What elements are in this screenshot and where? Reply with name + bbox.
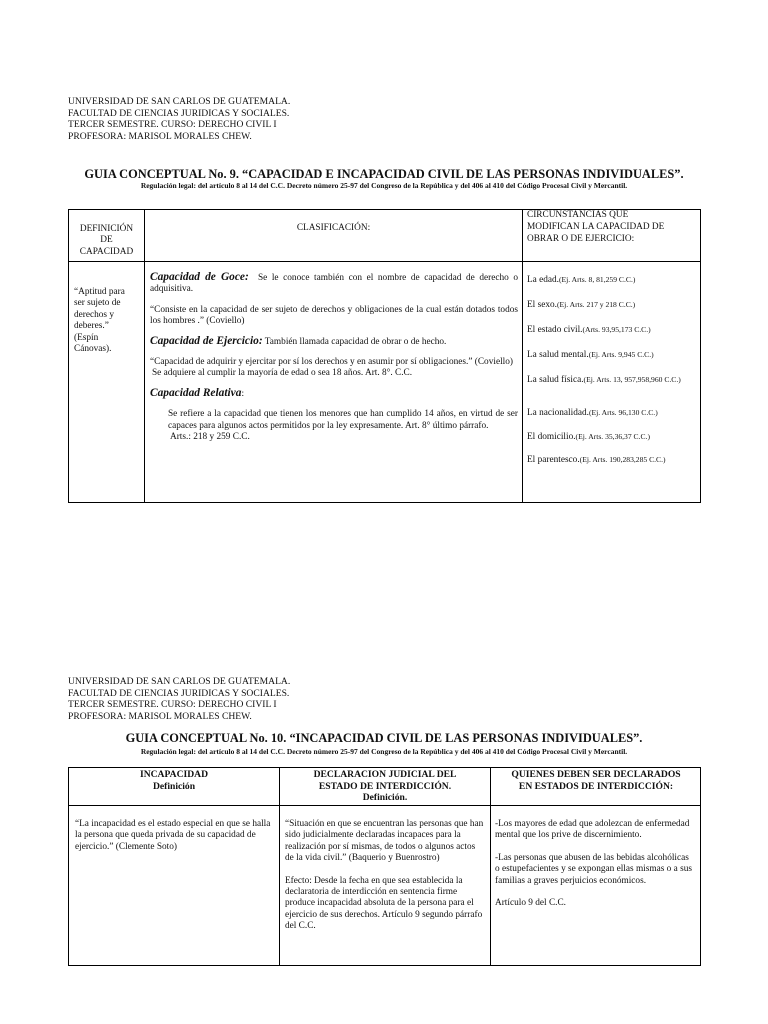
- quienes-item-2: -Las personas que abusen de las bebidas alcohólicas o estupefacientes y se expongan ellas mismas o a sus familias a graves perjuicios económicos.: [495, 852, 692, 886]
- ejercicio-quote: “Capacidad de adquirir y ejercitar por sí los derechos y en asumir por sí obligaciones.” (Coviello): [150, 357, 513, 368]
- guide10-table: [68, 767, 701, 966]
- col-header-quienes: QUIENES DEBEN SER DECLARADOS EN ESTADOS DE INTERDICCIÓN:: [511, 769, 681, 792]
- declaracion-efecto: Efecto: Desde la fecha en que sea establecida la declaratoria de interdicción en sentencia firme produce incapacidad absoluta de la persona para el ejercicio de sus derechos. Artículo 9 segundo párrafo del C.C.: [285, 875, 483, 932]
- university-line: UNIVERSIDAD DE SAN CARLOS DE GUATEMALA.: [68, 676, 291, 687]
- relativa-arts: Arts.: 218 y 259 C.C.: [170, 432, 250, 443]
- col-header-declaracion: DECLARACION JUDICIAL DEL ESTADO DE INTERDICCIÓN. Definición.: [313, 769, 457, 804]
- list-item: La salud física.(Ej. Arts. 13, 957,958,960 C.C.): [527, 375, 681, 385]
- declaracion-text: [285, 819, 485, 933]
- guide9-regulation: Regulación legal: del artículo 8 al 14 del C.C. Decreto número 25-97 del Congreso de la República y del 406 al 410 del Código Procesal Civil y Mercantil.: [140, 181, 628, 190]
- relativa-text: Se refiere a la capacidad que tienen los menores que han cumplido 14 años, en virtud de ser capaces para algunos actos permitidos por la ley expresamente. Art. 8° último párrafo.: [168, 409, 518, 431]
- professor-line: PROFESORA: MARISOL MORALES CHEW.: [68, 130, 252, 142]
- goce-quote: “Consiste en la capacidad de ser sujeto de derechos y obligaciones de la cual están dotados todos los hombres .” (Coviello): [150, 304, 518, 327]
- list-item: La edad.(Ej. Arts. 8, 81,259 C.C.): [527, 275, 636, 285]
- declaracion-quote: “Situación en que se encuentran las personas que han sido judicialmente declaradas incapaces para la realización por sí mismas, de todos o algunos actos de la vida civil.” (Baquerio y Buenrostro): [285, 819, 484, 864]
- col-header-definicion: DEFINICIÓN DE CAPACIDAD: [79, 224, 134, 257]
- relativa-title: Capacidad Relativa: [150, 386, 242, 399]
- faculty-line: FACULTAD DE CIENCIAS JURIDICAS Y SOCIALES.: [68, 687, 290, 699]
- guide9-header: [68, 96, 290, 142]
- col-header-incapacidad: INCAPACIDAD Definición: [139, 769, 209, 792]
- list-item: El estado civil.(Arts. 93,95,173 C.C.): [527, 325, 651, 335]
- definicion-text: “Aptitud para ser sujeto de derechos y deberes.” (Espín Cánovas).: [74, 287, 125, 355]
- col-header-clasificacion: CLASIFICACIÓN:: [296, 223, 371, 233]
- guide10-header: [68, 676, 290, 722]
- list-item: La salud mental.(Ej. Arts. 9,945 C.C.): [527, 350, 654, 360]
- circunstancias-list: [527, 274, 699, 466]
- course-line: TERCER SEMESTRE. CURSO: DERECHO CIVIL I: [68, 119, 277, 131]
- university-line: UNIVERSIDAD DE SAN CARLOS DE GUATEMALA.: [68, 96, 291, 107]
- ejercicio-title: Capacidad de Ejercicio: [150, 334, 259, 347]
- faculty-line: FACULTAD DE CIENCIAS JURIDICAS Y SOCIALES.: [68, 107, 290, 119]
- guide9-title: GUIA CONCEPTUAL No. 9. “CAPACIDAD E INCAPACIDAD CIVIL DE LAS PERSONAS INDIVIDUALES”.: [84, 167, 684, 181]
- list-item: El domicilio.(Ej. Arts. 35,36,37 C.C.): [527, 432, 651, 442]
- quienes-text: [495, 819, 695, 909]
- ejercicio-extra: Se adquiere al cumplir la mayoría de edad o sea 18 años. Art. 8°. C.C.: [152, 368, 413, 379]
- col-header-circunstancias: CIRCUNSTANCIAS QUE MODIFICAN LA CAPACIDAD DE OBRAR O DE EJERCICIO:: [527, 210, 665, 244]
- quienes-item-3: Artículo 9 del C.C.: [495, 898, 567, 909]
- professor-line: PROFESORA: MARISOL MORALES CHEW.: [68, 710, 252, 722]
- incapacidad-text: “La incapacidad es el estado especial en que se halla la persona que queda privada de su capacidad de ejercicio.” (Clemente Soto): [75, 819, 271, 852]
- list-item: El sexo.(Ej. Arts. 217 y 218 C.C.): [527, 300, 636, 310]
- quienes-item-1: -Los mayores de edad que adolezcan de enfermedad mental que los prive de discernimiento.: [495, 819, 690, 841]
- goce-title: Capacidad de Goce: [150, 271, 245, 283]
- guide10-regulation: Regulación legal: del artículo 8 al 14 del C.C. Decreto número 25-97 del Congreso de la República y del 406 al 410 del Código Procesal Civil y Mercantil.: [140, 747, 628, 756]
- list-item: El parentesco.(Ej. Arts. 190,283,285 C.C.): [527, 455, 666, 465]
- guide9-table: [68, 209, 701, 503]
- clasificacion-text: Capacidad de Goce: Se le conoce también con el nombre de capacidad de derecho o adquisitiva. “Consiste en la capacidad de ser sujeto de derechos y obligaciones de la cual están dotados todos los hombres .” (Coviello) Capacidad de Ejercicio: También llamada capacidad de obrar o de hecho. “Capacidad de adquirir y ejercitar por sí los derechos y en asumir por sí obligaciones.” (Coviello) Se adquiere al cumplir la mayoría de edad o sea 18 años. Art. 8°. C.C. Capacidad Relativa: Se refiere a la capacidad que tienen los menores que han cumplido 14 años, en virtud de ser capaces para algunos actos permitidos por la ley expresamente. Art. 8° último párrafo. Arts.: 218 y 259 C.C.: [150, 271, 518, 443]
- list-item: La nacionalidad.(Ej. Arts. 96,130 C.C.): [527, 408, 658, 418]
- guide10-title: GUIA CONCEPTUAL No. 10. “INCAPACIDAD CIVIL DE LAS PERSONAS INDIVIDUALES”.: [125, 731, 643, 745]
- course-line: TERCER SEMESTRE. CURSO: DERECHO CIVIL I: [68, 699, 277, 711]
